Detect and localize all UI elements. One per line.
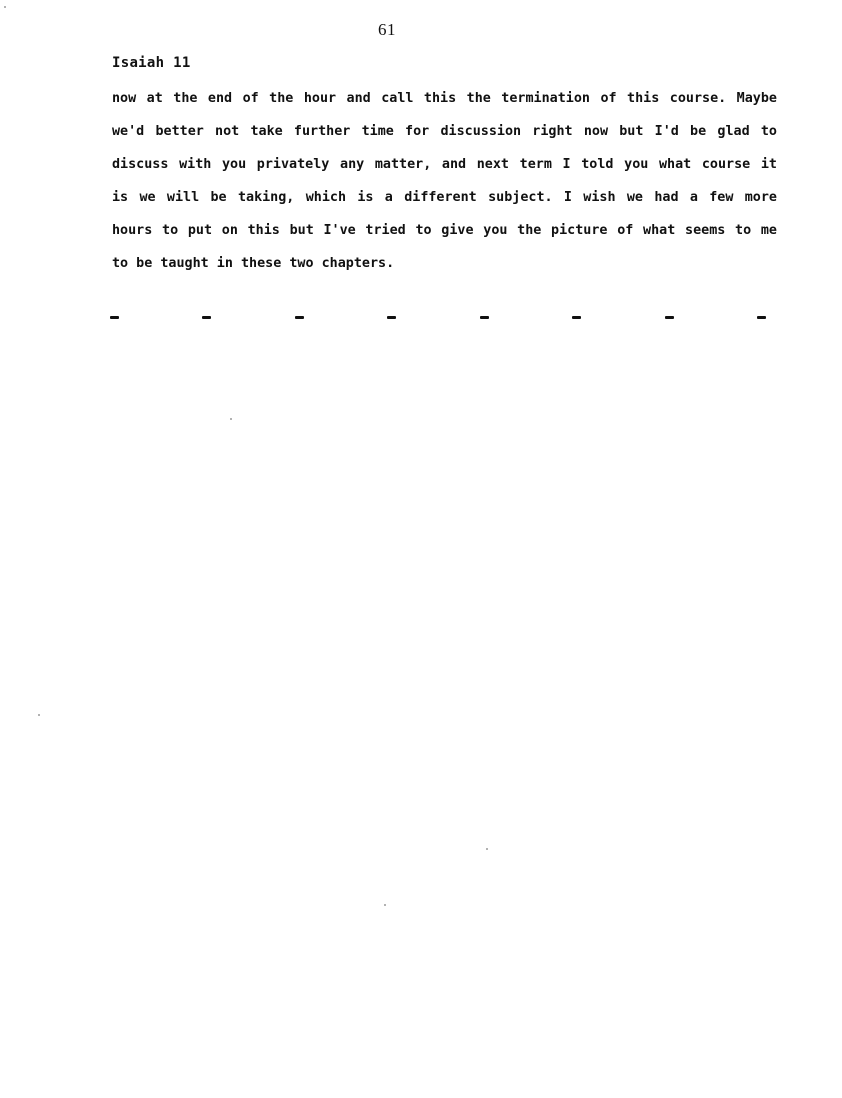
- scan-speck: [4, 6, 6, 8]
- section-separator: [110, 316, 766, 320]
- scan-speck: [38, 714, 40, 716]
- text-line: we'd better not take further time for discussion right now but I'd be glad to: [112, 124, 777, 139]
- running-head: Isaiah 11: [112, 55, 191, 71]
- separator-dash: [295, 316, 304, 319]
- separator-dash: [110, 316, 119, 319]
- body-paragraph: [112, 88, 777, 286]
- text-line: discuss with you privately any matter, and next term I told you what course it: [112, 157, 777, 172]
- scan-speck: [230, 418, 232, 420]
- separator-dash: [202, 316, 211, 319]
- text-line: is we will be taking, which is a different subject. I wish we had a few more: [112, 190, 777, 205]
- separator-dash: [757, 316, 766, 319]
- separator-dash: [387, 316, 396, 319]
- separator-dash: [665, 316, 674, 319]
- separator-dash: [572, 316, 581, 319]
- page-number: 61: [378, 20, 396, 39]
- text-line: to be taught in these two chapters.: [112, 256, 395, 271]
- separator-dash: [480, 316, 489, 319]
- text-line: hours to put on this but I've tried to give you the picture of what seems to me: [112, 223, 777, 238]
- text-line: now at the end of the hour and call this the termination of this course. Maybe: [112, 91, 777, 106]
- scan-speck: [384, 904, 386, 906]
- scan-speck: [486, 848, 488, 850]
